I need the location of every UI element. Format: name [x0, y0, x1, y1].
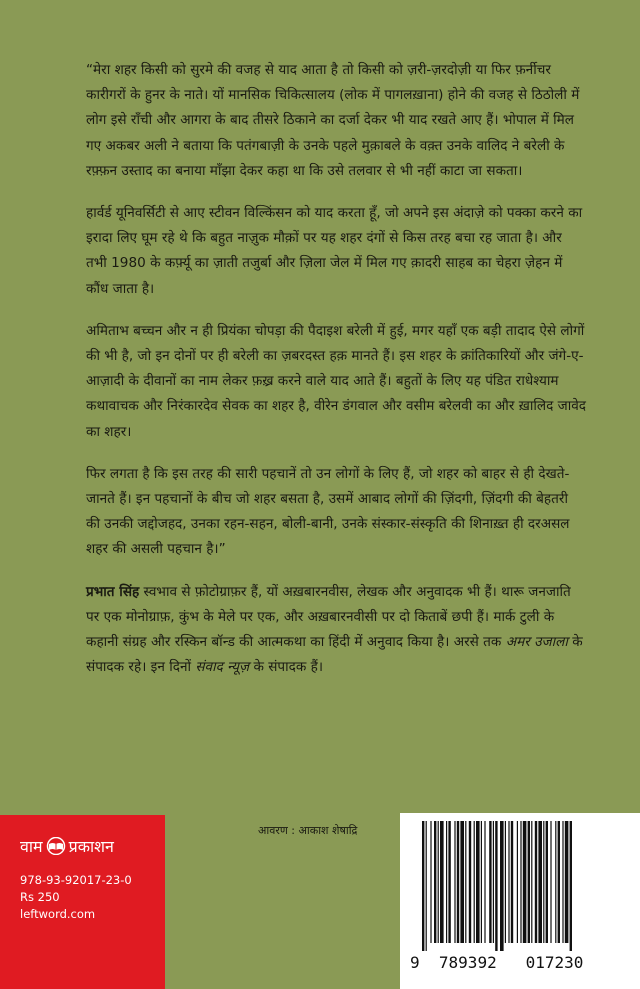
barcode-bar — [476, 821, 480, 943]
blurb-paragraph-2: हार्वर्ड यूनिवर्सिटी से आए स्टीवन विल्किंसन को याद करता हूँ, जो अपने इस अंदाज़े को पक्का करने का इरादा लिए घूम रहे थे कि बहुत नाज़ुक मौक़ों पर यह शहर दंगों से किस तरह बचा रह जाता है। और तभी 1980 के कर्फ़्यू का ज़ाती तजुर्बा और ज़िला जेल में मिल गए क़ादरी साहब का चेहरा ज़ेहन में कौंध जाता है। — [86, 205, 583, 297]
barcode-bar — [535, 821, 537, 943]
barcode-bar — [555, 821, 556, 943]
publisher-website: leftword.com — [20, 907, 96, 921]
publisher-block — [0, 815, 165, 989]
barcode-bar — [446, 821, 447, 943]
author-bio — [86, 580, 586, 681]
barcode-bar — [493, 821, 494, 943]
barcode-bar — [531, 821, 532, 943]
barcode-bar — [546, 821, 548, 943]
barcode-bar — [511, 821, 513, 943]
barcode-bar — [495, 821, 497, 951]
publisher-name-left: वाम — [20, 837, 43, 856]
barcode-bar — [422, 821, 424, 951]
author-bio-text-1: स्वभाव से फ़ोटोग्राफ़र हैं, यों अख़बारनवीस, लेखक और अनुवादक भी हैं। थारू जनजाति पर एक मोनोग्राफ़, कुंभ के मेले पर एक, और अख़बारनवीसी पर दो किताबें छपी हैं। मार्क टुली के कहानी संग्रह और रस्किन बॉन्ड की आत्मकथा का हिंदी में अनुवाद किया है। अरसे तक — [86, 583, 571, 651]
barcode-bar — [505, 821, 506, 943]
barcode-bar — [481, 821, 482, 943]
barcode-bar — [562, 821, 563, 943]
barcode-bar — [520, 821, 521, 943]
barcode-bar — [440, 821, 444, 943]
barcode-bar — [500, 821, 504, 951]
barcode-bar — [434, 821, 436, 943]
publisher-logo — [20, 835, 160, 857]
barcode-bar — [508, 821, 509, 943]
isbn-text: 978-93-92017-23-0 — [20, 873, 132, 887]
barcode-bar — [538, 821, 542, 943]
barcode-bar — [454, 821, 455, 943]
cover-credit: आवरण : आकाश शेषाद्रि — [258, 824, 358, 837]
barcode-bar — [430, 821, 431, 943]
barcode-bar — [565, 821, 569, 943]
barcode-icon — [418, 821, 622, 955]
author-bio-text-3: के संपादक हैं। — [249, 659, 323, 676]
barcode-bar — [438, 821, 439, 943]
barcode-bar — [550, 821, 551, 943]
barcode-digits-mid: 789392 — [438, 953, 497, 972]
author-name: प्रभात सिंह — [86, 583, 140, 600]
publisher-name-right: प्रकाशन — [68, 837, 114, 856]
barcode-digits-last: 017230 — [525, 953, 584, 972]
barcode-bar — [517, 821, 518, 943]
barcode-bar — [543, 821, 544, 943]
barcode-bar — [469, 821, 471, 943]
barcode-bar — [465, 821, 466, 943]
barcode-bar — [570, 821, 572, 951]
newspaper-name-1: अमर उजाला — [505, 634, 568, 651]
barcode-box — [400, 813, 640, 989]
blurb-paragraph-4: फिर लगता है कि इस तरह की सारी पहचानें तो उन लोगों के लिए हैं, जो शहर को बाहर से ही देखते-जानते हैं। इन पहचानों के बीच जो शहर बसता है, उसमें आबाद लोगों की ज़िंदगी, ज़िंदगी की बेहतरी की उनकी जद्दोजहद, उनका रहन-सहन, बोली-बानी, उनके संस्कार-संस्कृति की शिनाख़्त ही दरअसल शहर की असली पहचान है।” — [86, 465, 570, 558]
price-text: Rs 250 — [20, 890, 60, 904]
barcode-digit-first: 9 — [410, 953, 420, 972]
blurb-paragraph-3: अमिताभ बच्चन और न ही प्रियंका चोपड़ा की पैदाइश बरेली में हुई, मगर यहाँ एक बड़ी तादाद ऐसे लोगों की भी है, जो इन दोनों पर ही बरेली का ज़बरदस्त हक़ मानते हैं। इस शहर के क्रांतिकारियों और जंगे-ए-आज़ादी के दीवानों का नाम लेकर फ़ख़्र करने वाले याद आते हैं। बहुतों के लिए यह पंडित राधेश्याम कथावाचक और निरंकारदेव सेवक का शहर है, वीरेन डंगवाल और वसीम बरेलवी का और ख़ालिद जावेद का शहर। — [86, 322, 587, 440]
barcode-digits — [410, 953, 630, 972]
barcode-bar — [523, 821, 527, 943]
barcode-bar — [484, 821, 485, 943]
barcode-bar — [528, 821, 530, 943]
barcode-bar — [448, 821, 450, 943]
author-bio-text-2: के संपादक रहे। इन दिनों — [86, 634, 583, 676]
barcode-bar — [558, 821, 560, 943]
barcode-bar — [474, 821, 475, 943]
barcode-bar — [457, 821, 459, 943]
blurb-paragraph-1: “मेरा शहर किसी को सुरमे की वजह से याद आता है तो किसी को ज़री-ज़रदोज़ी या फिर फ़र्नीचर कारीगरों के हुनर के नाते। यों मानसिक चिकित्सालय (लोक में पागलख़ाना) होने की वजह से ठिठोली में लोग इसे राँची और आगरा के बाद तीसरे ठिकाने का दर्जा देकर भी याद रखते आए हैं। भोपाल में मिल गए अकबर अली ने बताया कि पतंगबाज़ी के उनके पहले मुक़ाबले के वक़्त उनके वालिद ने बरेली के रफ़्फ़न उस्ताद का बनाया माँझा देकर कहा था कि उसे तलवार से भी नहीं काटा जा सकता। — [86, 62, 580, 179]
newspaper-name-2: संवाद न्यूज़ — [195, 659, 250, 676]
back-cover-text — [86, 58, 586, 697]
open-book-icon — [45, 837, 67, 855]
barcode-bar — [426, 821, 427, 951]
barcode-bar — [489, 821, 491, 943]
barcode-bar — [460, 821, 464, 943]
